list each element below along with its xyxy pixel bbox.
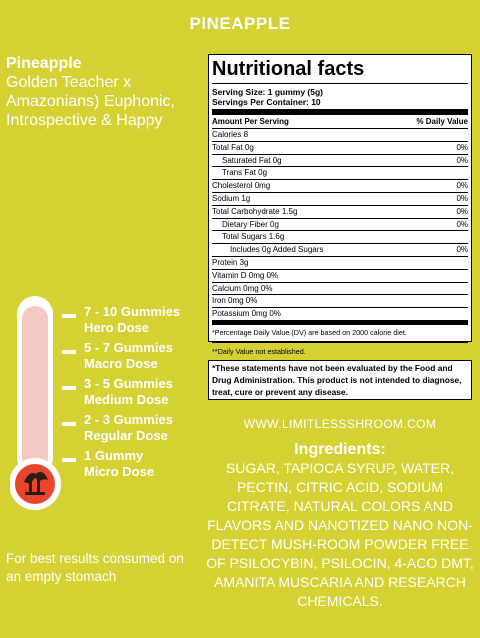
nutrient-row [212,270,468,283]
nutrient-label: Total Carbohydrate 1.5g [212,206,298,216]
dose-tick [62,314,76,318]
thermometer-fill [22,306,48,474]
dose-label: Macro Dose [84,356,158,371]
page-title: PINEAPPLE [189,14,291,33]
nutrient-label: Total Fat 0g [212,142,254,152]
nutrient-label: Calories 8 [212,130,249,139]
nutrient-row [212,129,468,142]
nutrient-label: Protein 3g [212,257,249,267]
nutrient-dv: 0% [456,245,468,255]
nutrient-row [212,283,468,296]
nutrient-label: Trans Fat 0g [222,168,268,178]
dose-tick [62,422,76,426]
nutrient-label: Saturated Fat 0g [222,155,282,165]
dose-text [84,376,173,408]
nutrition-title: Nutritional facts [212,57,468,84]
flavor-description: Golden Teacher x Amazonians) Euphonic, Introspective & Happy [6,74,175,129]
fda-disclaimer: *These statements have not been evaluated by the Food and Drug Administration. This product is not intended to diagnose, treat, cure or prevent any disease. [208,360,472,400]
nutrient-row [212,206,468,219]
ingredients-text: SUGAR, TAPIOCA SYRUP, WATER, PECTIN, CITRIC ACID, SODIUM CITRATE, NATURAL COLORS AND FLAVORS AND NANOTIZED NANO NON-DETECT MUSH-ROOM POWDER FREE OF PSILOCYBIN, PSILOCIN, 4-ACO DMT, AMANITA MUSCARIA AND RESEARCH CHEMICALS. [206,460,474,609]
nutrient-label: Potassium 0mg 0% [212,309,281,319]
nutrition-footnote: **Daily Value not established. [212,342,468,357]
ingredients-title: Ingredients: [294,441,386,458]
nutrient-row [212,219,468,232]
dose-count: 1 Gummy [84,448,144,463]
dose-label: Hero Dose [84,320,150,335]
nutrition-header [212,115,468,129]
nutrient-dv: 0% [456,142,468,152]
nutrient-row [212,308,468,321]
nutrient-label: Iron 0mg 0% [212,296,258,306]
thermometer-graphic [10,296,70,511]
nutrition-footnote: *Percentage Daily Value (DV) are based on 2000 calorie diet. [212,327,407,337]
serving-size: Serving Size: 1 gummy (5g) [212,87,323,97]
dose-text [84,448,154,480]
dose-tick [62,386,76,390]
nutrient-label: Sodium 1g [212,193,251,203]
nutrient-row [212,167,468,180]
nutrient-row [212,142,468,155]
dose-tick [62,458,76,462]
dose-count: 3 - 5 Gummies [84,376,173,391]
nutrient-label: Calcium 0mg 0% [212,283,273,293]
nutrient-label: Includes 0g Added Sugars [230,245,324,255]
dose-thermometer [10,296,70,511]
dose-count: 2 - 3 Gummies [84,412,173,427]
dose-text [84,304,180,336]
nutrient-row [212,295,468,308]
nutrient-dv: 0% [456,206,468,216]
dose-count: 5 - 7 Gummies [84,340,173,355]
amount-header: Amount Per Serving [212,117,289,126]
nutrient-label: Dietary Fiber 0g [222,219,279,229]
dose-label: Medium Dose [84,392,169,407]
dose-text [84,340,173,372]
nutrient-row [212,231,468,244]
nutrient-label: Total Sugars 1.6g [222,232,285,242]
nutrient-dv: 0% [456,181,468,191]
nutrient-row [212,155,468,168]
nutrient-label: Vitamin D 0mg 0% [212,270,279,280]
servings-per-container: Servings Per Container: 10 [212,97,321,107]
dv-header: % Daily Value [416,117,468,126]
nutrient-row [212,244,468,257]
dose-count: 7 - 10 Gummies [84,304,181,319]
dose-label: Micro Dose [84,464,155,479]
nutrient-dv: 0% [456,193,468,203]
nutrient-row [212,193,468,206]
usage-note: For best results consumed on an empty stomach [6,551,184,584]
nutrition-facts-panel [208,54,472,356]
dose-text [84,412,173,444]
nutrient-dv: 0% [456,155,468,165]
nutrient-row [212,257,468,270]
nutrient-label: Cholesterol 0mg [212,181,271,191]
dose-label: Regular Dose [84,428,168,443]
dose-tick [62,350,76,354]
nutrient-dv: 0% [456,219,468,229]
thermometer-bulb [15,464,55,504]
nutrient-row [212,180,468,193]
flavor-name: Pineapple [6,55,82,72]
flavor-info [6,54,204,130]
website-link[interactable]: WWW.LIMITLESSSHROOM.COM [243,417,437,431]
